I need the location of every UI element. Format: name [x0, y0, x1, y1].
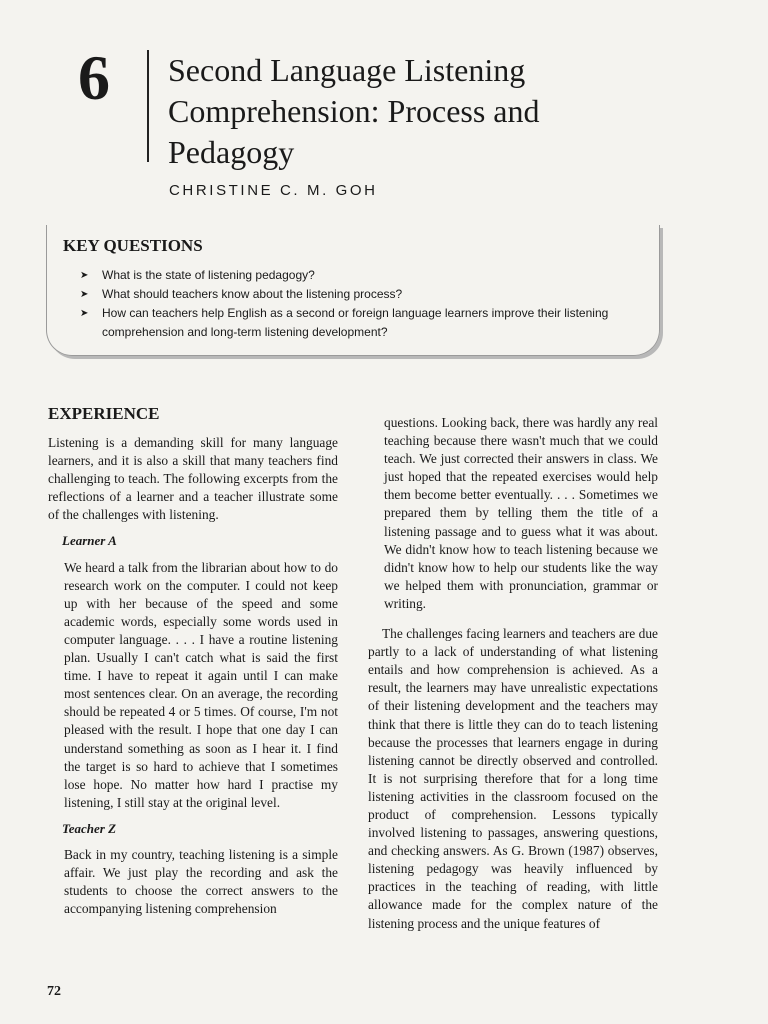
arrow-bullet-icon: ➤: [80, 289, 89, 300]
arrow-bullet-icon: ➤: [80, 308, 89, 319]
teacher-label: Teacher Z: [62, 820, 117, 836]
title-divider: [147, 50, 149, 162]
chapter-number: 6: [78, 42, 110, 113]
page-number: 72: [47, 984, 61, 999]
experience-intro: Listening is a demanding skill for many language learners, and it is also a skill that many teachers find challenging to teach. The following excerpts from the reflections of a learner and a teacher illustrate some of the challenges with listening.: [48, 435, 338, 523]
key-questions-heading: KEY QUESTIONS: [63, 236, 203, 255]
key-question-text: What is the state of listening pedagogy?: [102, 268, 315, 282]
teacher-quote-continued: questions. Looking back, there was hardly any real teaching because there wasn't much that we could teach. We just corrected their answers in class. We just hoped that the repeated exercises would help them become better eventually. . . . Sometimes we prepared them by telling them the title of a listening passage and to guess what it was about. We didn't know how to teach listening because we didn't know how to help our students like the way we helped them with pronunciation, grammar or writing.: [384, 415, 658, 611]
learner-label: Learner A: [62, 533, 117, 549]
chapter-title: [168, 50, 728, 173]
key-question-item: [80, 266, 640, 285]
left-column: [48, 404, 338, 918]
key-question-item: [80, 304, 640, 342]
key-question-item: [80, 285, 640, 304]
learner-quote: We heard a talk from the librarian about how to do research work on the computer. I could not keep up with her because of the speed and some academic words, especially some words used in computer language. . . . I have a routine listening plan. Usually I can't catch what is said the first time. I have to repeat it again until I can make most sentences clear. On an average, the recording should be repeated 4 or 5 times. Of course, I'm not pleased with the result. I hope that one day I can understand something as soon as I hear it. I find the target is so hard to achieve that I sometimes lose hope. No matter how hard I practise my listening, I still stay at the original level.: [64, 559, 338, 810]
chapter-title-line: Pedagogy: [168, 134, 295, 170]
chapter-title-line: Second Language Listening: [168, 52, 526, 88]
right-column: [368, 412, 658, 933]
chapter-title-line: Comprehension: Process and: [168, 93, 540, 129]
arrow-bullet-icon: ➤: [80, 270, 89, 281]
key-question-text: What should teachers know about the listening process?: [102, 287, 403, 301]
author-name: CHRISTINE C. M. GOH: [169, 182, 378, 199]
teacher-quote-start: Back in my country, teaching listening is a simple affair. We just play the recording and ask the students to choose the correct answers to the accompanying listening comprehension: [64, 846, 338, 917]
discussion-paragraph: The challenges facing learners and teachers are due partly to a lack of understanding of what listening entails and how comprehension is achieved. As a result, the learners may have unrealistic expectations of their listening development and the teachers may think that there is little they can do to teach listening because the processes that learners engage in during listening cannot be directly observed and controlled. It is not surprising therefore that for a long time listening activities in the classroom focused on the product of comprehension. Lessons typically involved listening to passages, answering questions, and checking answers. As G. Brown (1987) observes, listening pedagogy was heavily influenced by practices in the teaching of reading, with little allowance made for the complex nature of the listening process and the unique features of: [368, 626, 658, 931]
key-question-text: How can teachers help English as a second or foreign language learners improve their listening comprehension and long-term listening development?: [102, 306, 609, 339]
key-questions-list: [80, 266, 640, 342]
experience-heading: EXPERIENCE: [48, 404, 160, 423]
